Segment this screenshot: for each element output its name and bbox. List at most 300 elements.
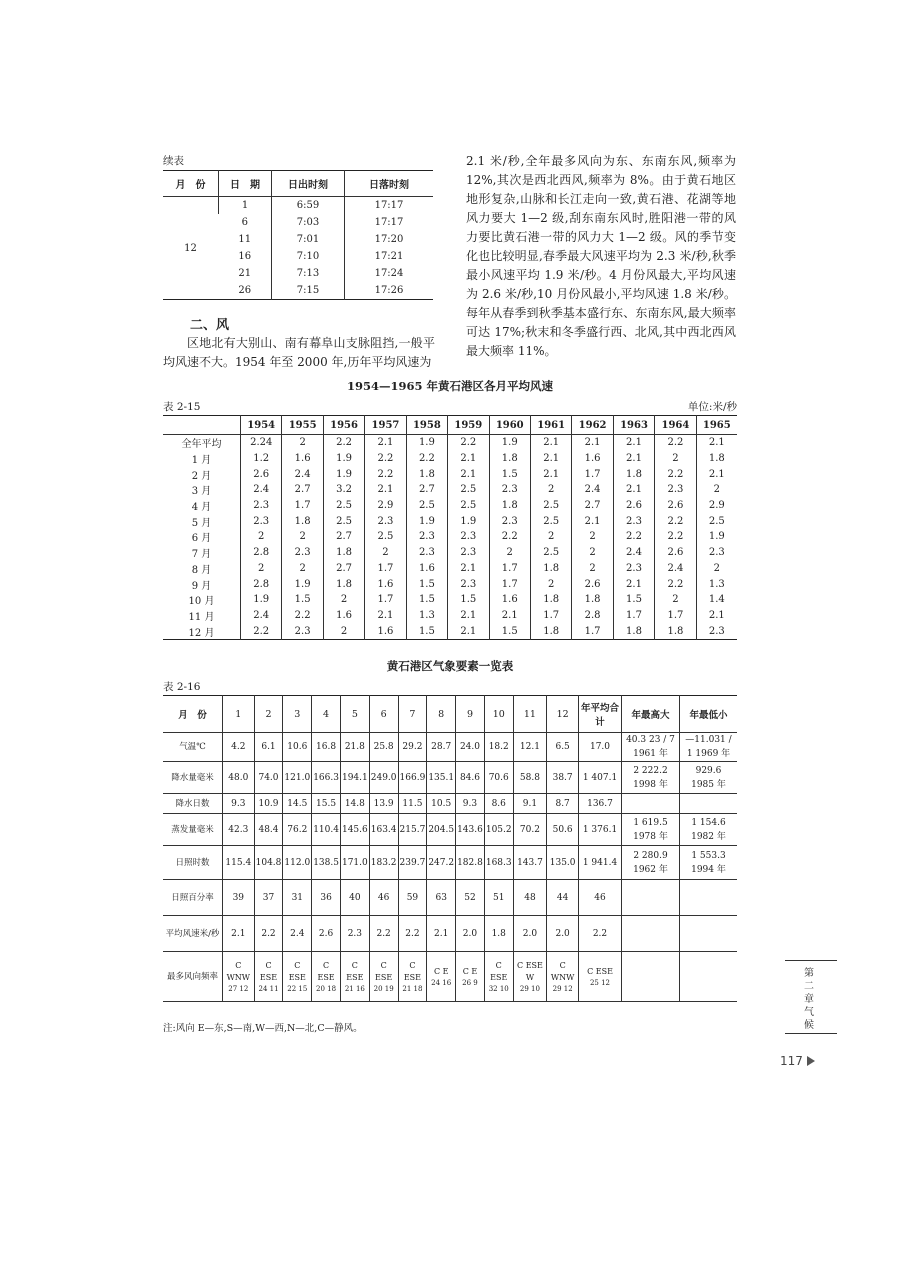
- table-cell: 2.6: [613, 498, 654, 514]
- climate-table-title: 黄石港区气象要素一览表: [386, 659, 514, 673]
- row-label: 平均风速米/秒: [163, 916, 223, 952]
- table-cell: 21.8: [340, 733, 369, 762]
- table-cell: 1.7: [572, 623, 613, 639]
- wind-freq: 21 18: [402, 984, 423, 993]
- table-cell: 2.3: [365, 513, 406, 529]
- wind-dir: C ESE: [587, 966, 613, 976]
- table-cell: 1.8: [530, 592, 571, 608]
- col-header-sunset: 日落时刻: [345, 171, 434, 197]
- chapter-side-tab: [785, 960, 837, 1034]
- table-cell: 9.3: [223, 794, 255, 814]
- table-cell: 105.2: [484, 814, 513, 846]
- table-cell: 2.3: [696, 545, 737, 561]
- table-row: [163, 466, 737, 482]
- climate-table-number: 表 2-16: [163, 681, 201, 693]
- table-cell: 17:24: [345, 265, 434, 282]
- row-label: 11 月: [188, 611, 215, 623]
- table-row: [163, 916, 737, 952]
- table-cell: 2.9: [365, 498, 406, 514]
- table-cell: 2: [241, 561, 282, 577]
- table-cell: 4.2: [223, 733, 255, 762]
- table-cell: 239.7: [398, 846, 427, 880]
- col-header-month-num: 10: [484, 696, 513, 733]
- table-row: [163, 733, 737, 762]
- table-cell: 182.8: [456, 846, 485, 880]
- table-cell: 1.7: [572, 466, 613, 482]
- table-cell: 2.3: [406, 545, 447, 561]
- table-cell: 2.2: [655, 435, 696, 451]
- col-header-year: 1955: [282, 416, 323, 435]
- min-value: 1 154.6: [691, 817, 726, 828]
- table-cell: 2.3: [448, 545, 489, 561]
- wind-freq: 20 18: [316, 984, 337, 993]
- max-cell: [622, 846, 680, 880]
- min-value: 929.6: [695, 765, 722, 776]
- table-cell: 3.2: [323, 482, 364, 498]
- table-cell: 2: [530, 482, 571, 498]
- table-cell: 24.0: [456, 733, 485, 762]
- col-header-year: 1956: [323, 416, 364, 435]
- table-cell: 2.3: [489, 482, 530, 498]
- table-cell: 2.1: [448, 623, 489, 639]
- min-year: 1985 年: [691, 779, 726, 790]
- table-cell: 2.8: [241, 545, 282, 561]
- table-cell: 104.8: [254, 846, 283, 880]
- table-row: [163, 529, 737, 545]
- wind-dir-cell: [456, 952, 485, 1002]
- col-header-sunrise: 日出时刻: [272, 171, 345, 197]
- table-cell: 215.7: [398, 814, 427, 846]
- empty-cell: [680, 952, 738, 1002]
- min-year: 1 1969 年: [686, 749, 731, 759]
- empty-cell: [622, 952, 680, 1002]
- wind-dir: C ESE: [375, 960, 393, 982]
- table-cell: 2.7: [323, 529, 364, 545]
- col-header-year: 1954: [241, 416, 282, 435]
- table-cell: 2.2: [398, 916, 427, 952]
- table-cell: 2: [572, 545, 613, 561]
- table-row: [163, 576, 737, 592]
- table-cell: 183.2: [369, 846, 398, 880]
- table-row: [163, 513, 737, 529]
- table-cell: 2.5: [530, 545, 571, 561]
- table-note: 注:风向 E—东,S—南,W—西,N—北,C—静风。: [163, 1023, 363, 1034]
- table-cell: 2: [241, 529, 282, 545]
- col-header-month: 月 份: [163, 171, 219, 197]
- wind-freq: 21 16: [344, 984, 365, 993]
- col-header-year: 1962: [572, 416, 613, 435]
- col-header-annual: 年平均合计: [579, 696, 622, 733]
- table-cell: 37: [254, 880, 283, 916]
- col-header-min: 年最低小: [680, 696, 738, 733]
- table-cell: 59: [398, 880, 427, 916]
- table-cell: 2.2: [613, 529, 654, 545]
- wind-dir-cell: [513, 952, 547, 1002]
- table-cell: 2.5: [365, 529, 406, 545]
- table-cell: 16: [238, 251, 252, 262]
- climate-elements-table: [163, 695, 737, 1002]
- table-cell: 2.2: [282, 608, 323, 624]
- table-cell: 2.2: [655, 529, 696, 545]
- table-cell: 42.3: [223, 814, 255, 846]
- table-cell: 1.5: [282, 592, 323, 608]
- table-cell: 2: [696, 482, 737, 498]
- table-cell: 1.8: [489, 451, 530, 467]
- wind-dir-cell: [369, 952, 398, 1002]
- wind-freq: 20 19: [373, 984, 394, 993]
- table-cell: 2.1: [448, 608, 489, 624]
- min-cell: [680, 794, 738, 814]
- table-cell: 2.4: [241, 608, 282, 624]
- table-cell: 194.1: [340, 762, 369, 794]
- table-cell: 17:17: [345, 197, 434, 215]
- table-cell: 2.6: [655, 498, 696, 514]
- table-cell: 2.2: [448, 435, 489, 451]
- table-cell: 2.8: [241, 576, 282, 592]
- wind-freq: 24 16: [431, 978, 452, 987]
- table-cell: 2.3: [448, 529, 489, 545]
- table-cell: 166.3: [312, 762, 341, 794]
- table-cell: 18.2: [484, 733, 513, 762]
- table-cell: 17:21: [345, 248, 434, 265]
- table-cell: 2: [572, 529, 613, 545]
- table-cell: 2.4: [655, 561, 696, 577]
- table-cell: 76.2: [283, 814, 312, 846]
- table-row: [163, 623, 737, 639]
- table-cell: 2.2: [655, 513, 696, 529]
- table-cell: 1.7: [365, 561, 406, 577]
- table-cell: 1.8: [484, 916, 513, 952]
- table-cell: 2: [489, 545, 530, 561]
- min-year: 1994 年: [691, 864, 726, 875]
- table-cell: 2.7: [406, 482, 447, 498]
- table-cell: 2.1: [572, 435, 613, 451]
- max-year: 1998 年: [633, 779, 668, 790]
- col-header-year: 1963: [613, 416, 654, 435]
- table-cell: 1.7: [655, 608, 696, 624]
- wind-dir-cell: [312, 952, 341, 1002]
- table-cell: 46: [369, 880, 398, 916]
- table-cell: 74.0: [254, 762, 283, 794]
- table-cell: 9.3: [456, 794, 485, 814]
- max-cell: [622, 814, 680, 846]
- table-cell: 1.9: [323, 466, 364, 482]
- table-cell: 2.4: [613, 545, 654, 561]
- table-cell: 2.1: [530, 451, 571, 467]
- table-cell: 9.1: [513, 794, 547, 814]
- table-cell: 135.0: [547, 846, 579, 880]
- table-cell: 2.1: [613, 451, 654, 467]
- table-cell: 2.2: [365, 466, 406, 482]
- row-label: 5 月: [191, 517, 212, 529]
- table-cell: 1.7: [365, 592, 406, 608]
- row-label: 12 月: [188, 627, 215, 639]
- col-header-month-num: 7: [398, 696, 427, 733]
- min-year: 1982 年: [691, 831, 726, 842]
- row-label: 蒸发量毫米: [163, 814, 223, 846]
- table-cell: 1.6: [323, 608, 364, 624]
- wind-dir: C ESE: [403, 960, 421, 982]
- table-cell: 2.2: [655, 576, 696, 592]
- table-cell: 2.1: [530, 466, 571, 482]
- col-header-year: 1958: [406, 416, 447, 435]
- table-cell: 38.7: [547, 762, 579, 794]
- table-cell: 2.1: [365, 482, 406, 498]
- section-title: 二、风: [190, 318, 230, 333]
- month-cell: 12: [184, 242, 197, 254]
- table-row: [163, 952, 737, 1002]
- max-cell: [622, 762, 680, 794]
- table-cell: 112.0: [283, 846, 312, 880]
- max-year: 1978 年: [633, 831, 668, 842]
- table-cell: 1.8: [696, 451, 737, 467]
- table-cell: 2.5: [448, 498, 489, 514]
- wind-freq: 29 10: [519, 984, 540, 993]
- table-cell: 2.2: [406, 451, 447, 467]
- wind-dir: C ESE: [317, 960, 335, 982]
- page-number: [780, 1054, 815, 1068]
- table-cell: 2.4: [572, 482, 613, 498]
- row-label: 6 月: [191, 533, 212, 545]
- max-cell: [622, 916, 680, 952]
- col-header-month-num: 12: [547, 696, 579, 733]
- row-label: 8 月: [191, 564, 212, 576]
- table-cell: 2.2: [254, 916, 283, 952]
- table-cell: 28.7: [427, 733, 456, 762]
- table-row: [163, 197, 433, 215]
- min-cell: [680, 846, 738, 880]
- table-cell: 17:26: [345, 282, 434, 300]
- table-cell: 6:59: [272, 197, 345, 215]
- table-cell: 1.9: [282, 576, 323, 592]
- table-cell: 1.9: [696, 529, 737, 545]
- table-cell: 2.1: [696, 608, 737, 624]
- wind-dir-cell: [254, 952, 283, 1002]
- table-cell: 7:15: [272, 282, 345, 300]
- table-cell: 2.2: [369, 916, 398, 952]
- table-cell: 1.6: [489, 592, 530, 608]
- table-cell: 2.9: [696, 498, 737, 514]
- table-cell: 2.5: [323, 513, 364, 529]
- table-cell: 2.3: [241, 498, 282, 514]
- table-cell: 50.6: [547, 814, 579, 846]
- annual-cell: 1 941.4: [579, 846, 622, 880]
- table-row: [163, 451, 737, 467]
- table-cell: 39: [223, 880, 255, 916]
- table-cell: 1.5: [489, 623, 530, 639]
- table-cell: 1.5: [406, 592, 447, 608]
- table-cell: 7:10: [272, 248, 345, 265]
- max-year: 1961 年: [633, 749, 668, 759]
- table-cell: 11.5: [398, 794, 427, 814]
- table-cell: 2.3: [282, 545, 323, 561]
- table-row: [163, 794, 737, 814]
- table-cell: 36: [312, 880, 341, 916]
- table-row: [163, 762, 737, 794]
- row-label: 7 月: [191, 549, 212, 561]
- table-cell: 2.4: [283, 916, 312, 952]
- row-label: 降水日数: [163, 794, 223, 814]
- col-header-month-num: 4: [312, 696, 341, 733]
- table-cell: 1.6: [406, 561, 447, 577]
- table-cell: 2.1: [448, 451, 489, 467]
- col-header-month-num: 3: [283, 696, 312, 733]
- table-cell: 2.8: [572, 608, 613, 624]
- table-cell: 1.8: [572, 592, 613, 608]
- wind-dir: C ESE W: [517, 960, 543, 982]
- table-row: [163, 880, 737, 916]
- wind-table-title: 1954—1965 年黄石港区各月平均风速: [346, 379, 554, 393]
- table-cell: 2: [530, 576, 571, 592]
- wind-freq: 22 15: [287, 984, 308, 993]
- wind-dir-cell: [340, 952, 369, 1002]
- table-cell: 143.6: [456, 814, 485, 846]
- min-cell: [680, 880, 738, 916]
- table-cell: 2.3: [655, 482, 696, 498]
- table-cell: 1.8: [530, 561, 571, 577]
- table-cell: 247.2: [427, 846, 456, 880]
- table-cell: 31: [283, 880, 312, 916]
- table-row: [163, 561, 737, 577]
- table-cell: 2.5: [696, 513, 737, 529]
- wind-freq: 32 10: [488, 984, 509, 993]
- table-cell: 2.1: [427, 916, 456, 952]
- sunrise-sunset-table: [163, 170, 433, 300]
- max-cell: [622, 794, 680, 814]
- wind-dir: C E: [462, 966, 478, 976]
- table-cell: 2.0: [456, 916, 485, 952]
- table-cell: 1.9: [406, 513, 447, 529]
- table-cell: 2.3: [696, 623, 737, 639]
- table-cell: 2.3: [406, 529, 447, 545]
- wind-dir: C WNW: [226, 960, 251, 982]
- table-cell: 1.8: [530, 623, 571, 639]
- table-row: [163, 846, 737, 880]
- table-cell: 14.5: [283, 794, 312, 814]
- table-cell: 204.5: [427, 814, 456, 846]
- row-label: 10 月: [188, 596, 215, 608]
- row-label: 1 月: [191, 455, 212, 467]
- table-cell: 52: [456, 880, 485, 916]
- table-cell: 110.4: [312, 814, 341, 846]
- wind-dir: C E: [433, 966, 449, 976]
- page-number-text: 117: [780, 1054, 803, 1068]
- table-cell: 48.0: [223, 762, 255, 794]
- col-header-year: 1965: [696, 416, 737, 435]
- max-value: 2 280.9: [633, 850, 668, 861]
- row-label: 气温℃: [163, 733, 223, 762]
- table-cell: 58.8: [513, 762, 547, 794]
- table-cell: 2.1: [530, 435, 571, 451]
- table-cell: 2.5: [406, 498, 447, 514]
- table-cell: 1.6: [282, 451, 323, 467]
- table-cell: 1.7: [613, 608, 654, 624]
- table-cell: 1: [219, 197, 272, 215]
- table-cell: 2: [282, 435, 323, 451]
- table-cell: 2.1: [365, 608, 406, 624]
- min-cell: [680, 762, 738, 794]
- max-cell: [622, 880, 680, 916]
- min-cell: [680, 916, 738, 952]
- table-cell: 11: [238, 234, 252, 245]
- wind-dir: C ESE: [346, 960, 364, 982]
- table-cell: 16.8: [312, 733, 341, 762]
- row-label: 降水量毫米: [163, 762, 223, 794]
- table-row: [163, 498, 737, 514]
- table-cell: 2: [323, 592, 364, 608]
- table-cell: 17:20: [345, 231, 434, 248]
- table-cell: 2.5: [530, 498, 571, 514]
- table-cell: 2.2: [365, 451, 406, 467]
- table-cell: 171.0: [340, 846, 369, 880]
- table-cell: 2.1: [613, 435, 654, 451]
- wind-dir: C WNW: [550, 960, 575, 982]
- row-label: 全年平均: [181, 439, 222, 451]
- table-cell: 8.7: [547, 794, 579, 814]
- table-cell: 1.9: [448, 513, 489, 529]
- table-cell: 1.8: [489, 498, 530, 514]
- table-row: [163, 608, 737, 624]
- table-cell: 25.8: [369, 733, 398, 762]
- table-cell: 2.1: [489, 608, 530, 624]
- row-label: 4 月: [191, 502, 212, 514]
- table-cell: 1.7: [530, 608, 571, 624]
- table-cell: 2.5: [530, 513, 571, 529]
- col-header-month-num: 6: [369, 696, 398, 733]
- table-cell: 249.0: [369, 762, 398, 794]
- table-cell: 2.1: [448, 561, 489, 577]
- table-cell: 2.6: [572, 576, 613, 592]
- table-row: [163, 545, 737, 561]
- table-cell: 2.6: [241, 466, 282, 482]
- max-cell: [622, 733, 680, 762]
- annual-cell: 1 376.1: [579, 814, 622, 846]
- col-header-month-num: 5: [340, 696, 369, 733]
- max-value: 1 619.5: [633, 817, 668, 828]
- table-cell: 12.1: [513, 733, 547, 762]
- table-cell: 1.8: [613, 623, 654, 639]
- table-cell: 1.9: [323, 451, 364, 467]
- table-row: [163, 592, 737, 608]
- col-header-month-num: 1: [223, 696, 255, 733]
- table-cell: 7:03: [272, 214, 345, 231]
- table-cell: 10.9: [254, 794, 283, 814]
- wind-dir: C ESE: [259, 960, 278, 982]
- col-header-month: 月 份: [163, 696, 223, 733]
- table-cell: 2.6: [312, 916, 341, 952]
- wind-dir-cell: [398, 952, 427, 1002]
- table-cell: 1.8: [655, 623, 696, 639]
- col-header-year: 1961: [530, 416, 571, 435]
- col-header-month-num: 2: [254, 696, 283, 733]
- wind-table-unit: 单位:米/秒: [687, 401, 737, 413]
- max-year: 1962 年: [633, 864, 668, 875]
- table-cell: 2.3: [613, 561, 654, 577]
- table-cell: 2.7: [323, 561, 364, 577]
- table-cell: 1.5: [448, 592, 489, 608]
- table-cell: 8.6: [484, 794, 513, 814]
- table-cell: 2.1: [613, 482, 654, 498]
- table-cell: 1.3: [696, 576, 737, 592]
- table-cell: 48: [513, 880, 547, 916]
- table-cell: 1.8: [323, 576, 364, 592]
- wind-freq: 24 11: [258, 984, 279, 993]
- table-cell: 2.3: [340, 916, 369, 952]
- table-cell: 2.5: [448, 482, 489, 498]
- annual-cell: 17.0: [579, 733, 622, 762]
- table-cell: 2: [696, 561, 737, 577]
- annual-cell: [579, 952, 622, 1002]
